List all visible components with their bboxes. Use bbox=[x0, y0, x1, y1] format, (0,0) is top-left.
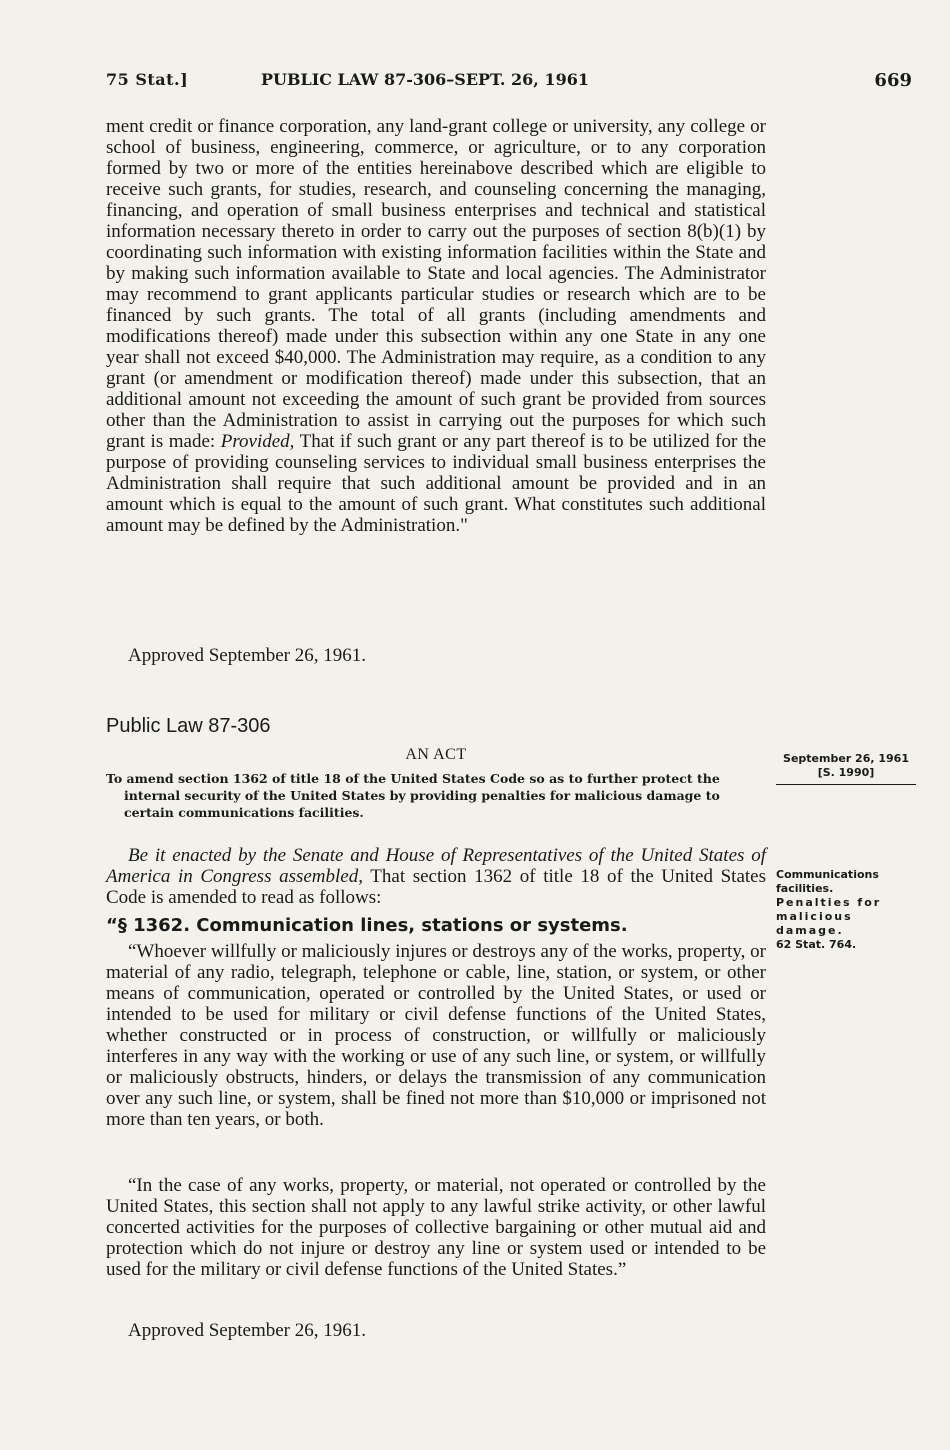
approval-line-2: Approved September 26, 1961. bbox=[128, 1320, 366, 1341]
public-law-title: Public Law 87-306 bbox=[106, 715, 271, 737]
continued-text-end: That if such grant or any part thereof is to be utilized for the purpose of providing counseling services to individual small business enterprises the Administration shall require that such additional amount be provided and in an amount which is equal to the amount of such grant. What constitutes such additional amount may be defined by the Administration." bbox=[106, 431, 767, 536]
margin-comm-1: Communications facilities. bbox=[776, 868, 879, 895]
margin-bill: [S. 1990] bbox=[817, 766, 875, 779]
an-act-heading: AN ACT bbox=[405, 746, 467, 763]
act-purpose: To amend section 1362 of title 18 of the United States Code so as to further protect the internal security of the United States by providing penalties for malicious damage to certain communications facilities. bbox=[106, 771, 720, 820]
enacting-italic: Be it enacted by the Senate and House of Representatives of the United States of America in Congress assembled, bbox=[106, 845, 766, 887]
section-heading: “§ 1362. Communication lines, stations or systems. bbox=[106, 915, 628, 936]
enacting-clause bbox=[106, 845, 766, 908]
margin-rule bbox=[776, 784, 916, 785]
margin-note-communications bbox=[776, 868, 916, 952]
margin-comm-3: 62 Stat. 764. bbox=[776, 938, 857, 951]
margin-note-date bbox=[776, 752, 916, 785]
enacting-rest: That section 1362 of title 18 of the United States Code is amended to read as follows: bbox=[106, 866, 766, 908]
running-title: PUBLIC LAW 87-306–SEPT. 26, 1961 bbox=[261, 70, 589, 89]
page-number: 669 bbox=[874, 70, 912, 91]
margin-date: September 26, 1961 bbox=[783, 752, 909, 765]
continued-text: ment credit or finance corporation, any land-grant college or university, any college or school of business, engineering, commerce, or agriculture, or to any corporation formed by two or more of the entities hereinabove described which are eligible to receive such grants, for studies, research, and counseling concerning the managing, financing, and operation of small business enterprises and technical and statistical information necessary thereto in order to carry out the purposes of section 8(b)(1) by coordinating such information with existing information facilities within the State and by making such information available to State and local agencies. The Administrator may recommend to grant applicants particular studies or research which are to be financed by such grants. The total of all grants (including amendments and modifications thereof) made under this subsection within any one State in any one year shall not exceed $40,000. The Administration may require, as a condition to any grant (or amendment or modification thereof) made under this subsection, that an additional amount not exceeding the amount of such grant be provided from sources other than the Administration to assist in carrying out the purposes for which such grant is made: bbox=[106, 116, 766, 452]
approval-line-1: Approved September 26, 1961. bbox=[128, 645, 366, 666]
page-header bbox=[106, 70, 912, 94]
section-paragraph-2: “In the case of any works, property, or material, not operated or controlled by the United States, this section shall not apply to any lawful strike activity, or other lawful concerted activities for the purposes of collective bargaining or other mutual aid and protection which do not injure or destroy any line or system used or intended to be used for the military or civil defense functions of the United States.” bbox=[106, 1175, 766, 1280]
stat-volume: 75 Stat.] bbox=[106, 70, 189, 89]
margin-comm-2: Penalties for malicious damage. bbox=[776, 896, 882, 937]
provided-word: Provided, bbox=[220, 431, 295, 452]
continued-paragraph bbox=[106, 116, 766, 536]
section-paragraph-1: “Whoever willfully or maliciously injures or destroys any of the works, property, or material of any radio, telegraph, telephone or cable, line, station, or system, or other means of communication, operated or controlled by the United States, or used or intended to be used for military or civil defense functions of the United States, whether constructed or in process of construction, or willfully or maliciously interferes in any way with the working or use of any such line, or system, or willfully or maliciously obstructs, hinders, or delays the transmission of any communication over any such line, or system, shall be fined not more than $10,000 or imprisoned not more than ten years, or both. bbox=[106, 941, 766, 1130]
